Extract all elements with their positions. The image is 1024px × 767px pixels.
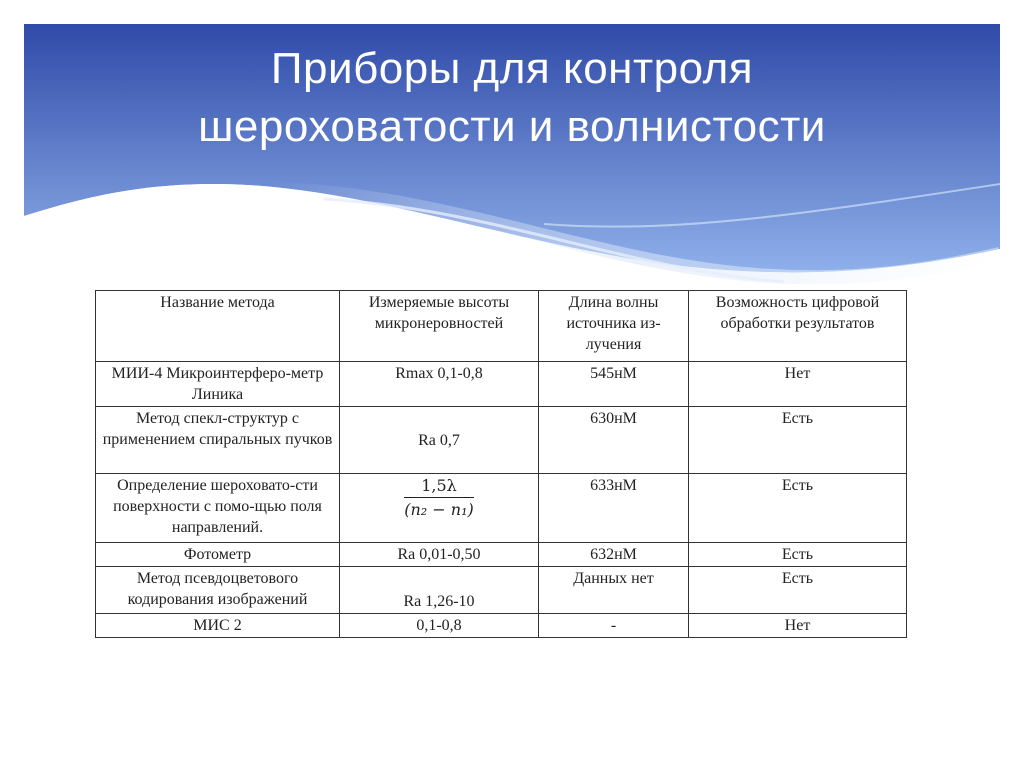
header-method: Название метода (96, 291, 340, 362)
cell-height: Ra 0,7 (340, 407, 539, 474)
cell-method: Метод спекл-структур с применением спиральных пучков (96, 407, 340, 474)
table-row (96, 362, 907, 407)
devices-table (95, 290, 907, 638)
header-digital: Возможность цифровой обработки результатов (689, 291, 907, 362)
table-row (96, 614, 907, 638)
header-wavelength: Длина волны источника из-лучения (539, 291, 689, 362)
cell-wavelength: 630нМ (539, 407, 689, 474)
cell-wavelength: 632нМ (539, 543, 689, 567)
cell-wavelength: 545нМ (539, 362, 689, 407)
table-row (96, 474, 907, 543)
cell-wavelength: Данных нет (539, 567, 689, 614)
cell-method: МИИ-4 Микроинтерферо-метр Линика (96, 362, 340, 407)
cell-height: 0,1-0,8 (340, 614, 539, 638)
table-row (96, 543, 907, 567)
formula-numerator: 1,5λ (404, 475, 474, 498)
cell-digital: Есть (689, 543, 907, 567)
title-line-2: шероховатости и волнистости (198, 102, 826, 151)
cell-method: Фотометр (96, 543, 340, 567)
devices-table-container (95, 290, 907, 638)
cell-height: Ra 0,01-0,50 (340, 543, 539, 567)
title-line-1: Приборы для контроля (270, 44, 754, 93)
table-header-row (96, 291, 907, 362)
cell-height (340, 474, 539, 543)
cell-wavelength: - (539, 614, 689, 638)
cell-digital: Нет (689, 362, 907, 407)
cell-method: Определение шероховато-сти поверхности с помо-щью поля направлений. (96, 474, 340, 543)
cell-height: Ra 1,26-10 (340, 567, 539, 614)
header-height: Измеряемые высоты микронеровностей (340, 291, 539, 362)
cell-digital: Есть (689, 474, 907, 543)
cell-digital: Нет (689, 614, 907, 638)
cell-digital: Есть (689, 407, 907, 474)
cell-method: Метод псевдоцветового кодирования изображений (96, 567, 340, 614)
table-row (96, 567, 907, 614)
table-row (96, 407, 907, 474)
height-formula (404, 475, 474, 522)
cell-height: Rmax 0,1-0,8 (340, 362, 539, 407)
cell-digital: Есть (689, 567, 907, 614)
cell-wavelength: 633нМ (539, 474, 689, 543)
cell-method: МИС 2 (96, 614, 340, 638)
slide-title (0, 40, 1024, 156)
formula-denominator: (n₂ − n₁) (404, 500, 474, 519)
